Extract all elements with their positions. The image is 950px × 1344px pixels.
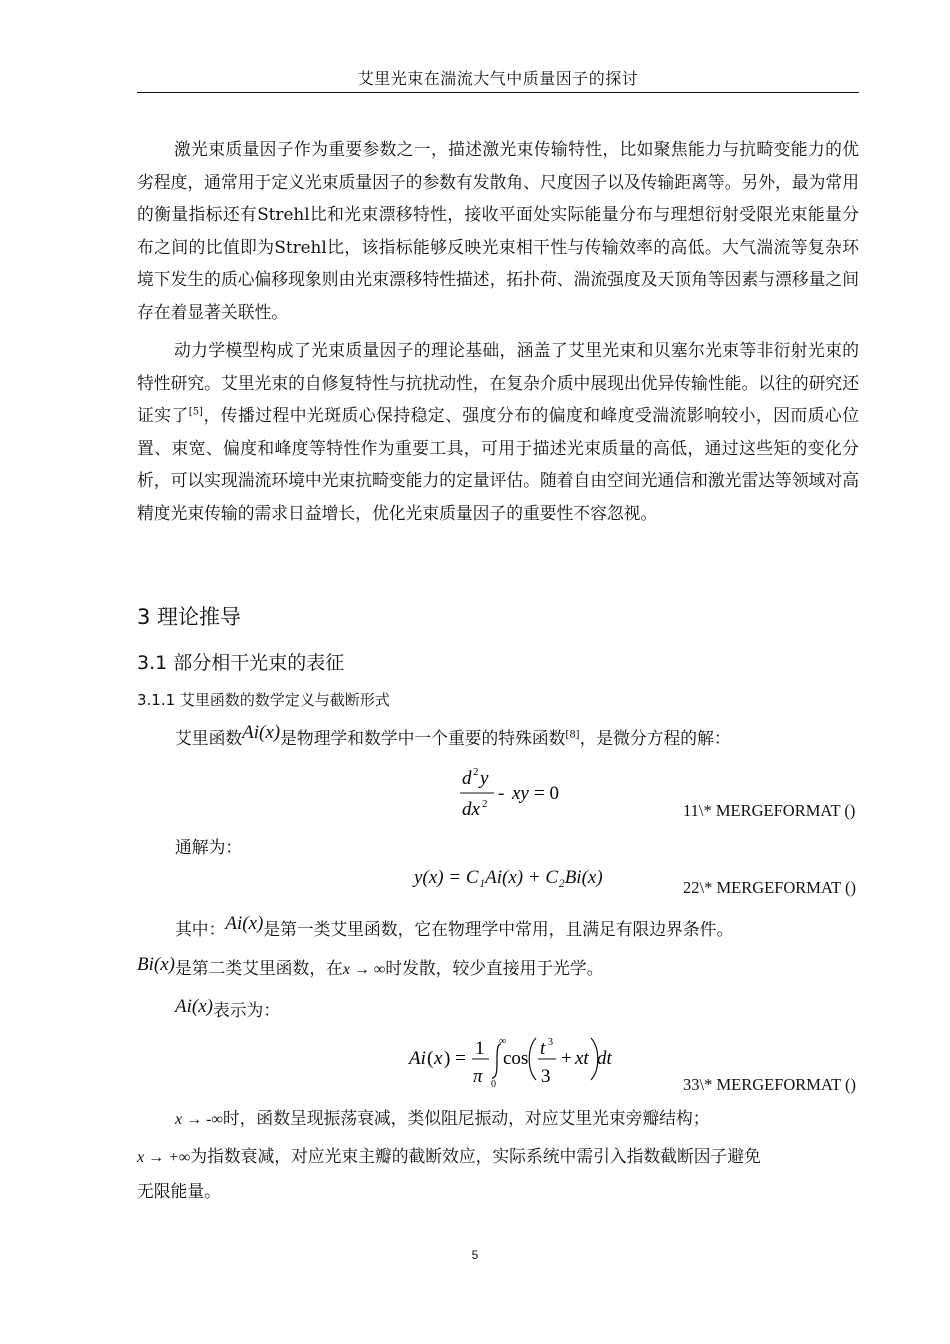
header-rule — [137, 92, 859, 93]
running-header: 艾里光束在湍流大气中质量因子的探讨 — [357, 69, 639, 88]
airy-intro-text: 是物理学和数学中一个重要的特殊函数 — [280, 728, 566, 748]
equation-airy-integral — [405, 1030, 625, 1090]
svg-text:(: ( — [427, 1048, 434, 1069]
bi-line — [137, 955, 604, 980]
pos-infinity-line-2: 无限能量。 — [137, 1181, 221, 1201]
equation-airy-ode — [450, 762, 590, 824]
paragraph-dynamics-model — [137, 334, 859, 529]
pos-infinity-line — [137, 1143, 761, 1167]
equation-number-2: 22\* MERGEFORMAT () — [683, 878, 856, 897]
svg-text:2: 2 — [473, 766, 479, 778]
airy-intro-prefix: 艾里函数 — [175, 728, 243, 748]
x-to-infinity: x → ∞ — [342, 961, 386, 978]
where-line — [175, 913, 734, 941]
x-to-neg-infinity: x → -∞ — [175, 1111, 223, 1128]
ai-expression-label: 表示为： — [212, 1000, 281, 1020]
svg-text:0: 0 — [491, 1079, 496, 1090]
paragraph-quality-factor: 激光束质量因子作为重要参数之一，描述激光束传输特性，比如聚焦能力与抗畸变能力的优劣程度，通常用于定义光束质量因子的参数有发散角、尺度因子以及传输距离等。另外，最为常用的衡量指标还有Strehl比和光束漂移特性，接收平面处实际能量分布与理想衍射受限光束能量分布之间的比值即为Strehl比，该指标能够反映光束相干性与传输效率的高低。大气湍流等复杂环境下发生的质心偏移现象则由光束漂移特性描述，拓扑荷、湍流强度及天顶角等因素与漂移量之间存在着显著关联性。 — [137, 139, 859, 322]
citation-5: [5] — [188, 406, 203, 418]
airy-intro-line — [175, 722, 731, 750]
ai-symbol-2: Ai(x) — [225, 913, 264, 934]
page-number: 5 — [471, 1248, 479, 1262]
ai-symbol: Ai(x) — [242, 722, 281, 743]
paragraph-dynamics-model-b: ，传播过程中光斑质心保持稳定、强度分布的偏度和峰度受湍流影响较小，因而质心位置、束宽、偏度和峰度等特性作为重要工具，可用于描述光束质量的高低，通过这些矩的变化分析，可以实现湍流环境中光束抗畸变能力的定量评估。随着自由空间光通信和激光雷达等领域对高精度光束传输的需求日益增长，优化光束质量因子的重要性不容忽视。 — [137, 405, 859, 523]
svg-text:) =: ) = — [444, 1048, 466, 1069]
x-to-pos-infinity: x → +∞ — [137, 1149, 191, 1166]
svg-text:x: x — [434, 1048, 443, 1069]
bi-description: 是第二类艾里函数，在 — [174, 958, 343, 978]
airy-intro-tail: ，是微分方程的解： — [579, 728, 731, 748]
paragraph-dynamics-model-a: 动力学模型构成了光束质量因子的理论基础，涵盖了艾里光束和贝塞尔光束等非衍射光束的特性研究。艾里光束的自修复特性与抗扰动性，在复杂介质中展现出优异传输性能。以往的研究还证实了 — [137, 340, 859, 425]
svg-text:+: + — [561, 1048, 572, 1069]
svg-text:= 0: = 0 — [534, 783, 559, 804]
citation-8: [8] — [565, 729, 580, 741]
equation-number-3: 33\* MERGEFORMAT () — [683, 1075, 856, 1094]
ai-description: 是第一类艾里函数，它在物理学中常用，且满足有限边界条件。 — [263, 919, 734, 939]
svg-text:cos: cos — [503, 1048, 529, 1069]
svg-text:xy: xy — [512, 783, 529, 804]
svg-text:3: 3 — [541, 1066, 551, 1087]
svg-text:∞: ∞ — [499, 1036, 507, 1047]
svg-text:y: y — [480, 768, 489, 789]
bi-symbol: Bi(x) — [137, 954, 175, 975]
svg-text:d: d — [462, 768, 472, 789]
neg-infinity-description: 时，函数呈现振荡衰减，类似阻尼振动，对应艾里光束旁瓣结构； — [222, 1108, 710, 1128]
svg-text:dt: dt — [597, 1048, 612, 1069]
ai-expression-line — [175, 997, 280, 1022]
equation-number-1: 11\* MERGEFORMAT () — [683, 801, 856, 820]
svg-text:2: 2 — [482, 798, 488, 810]
subsubsection-heading: 3.1.1 艾里函数的数学定义与截断形式 — [137, 691, 390, 709]
general-solution-label: 通解为： — [175, 837, 243, 857]
svg-text:Ai: Ai — [409, 1048, 426, 1069]
section-heading: 3 理论推导 — [137, 605, 242, 629]
svg-text:3: 3 — [548, 1037, 553, 1048]
where-prefix: 其中： — [175, 919, 226, 939]
svg-text:-: - — [498, 783, 505, 804]
equation-general-solution: y(x) = C₁Ai(x) + C₂Bi(x) — [414, 867, 603, 888]
pos-infinity-description: 为指数衰减，对应光束主瓣的截断效应，实际系统中需引入指数截断因子避免 — [190, 1146, 761, 1166]
bi-description-tail: 时发散，较少直接用于光学。 — [385, 958, 604, 978]
svg-text:dx: dx — [462, 799, 480, 820]
svg-text:π: π — [473, 1066, 483, 1087]
subsection-heading: 3.1 部分相干光束的表征 — [137, 652, 345, 674]
svg-text:t: t — [540, 1038, 546, 1059]
svg-text:xt: xt — [575, 1048, 589, 1069]
ai-symbol-3: Ai(x) — [175, 996, 213, 1017]
neg-infinity-line — [175, 1105, 710, 1129]
svg-text:1: 1 — [475, 1038, 485, 1059]
